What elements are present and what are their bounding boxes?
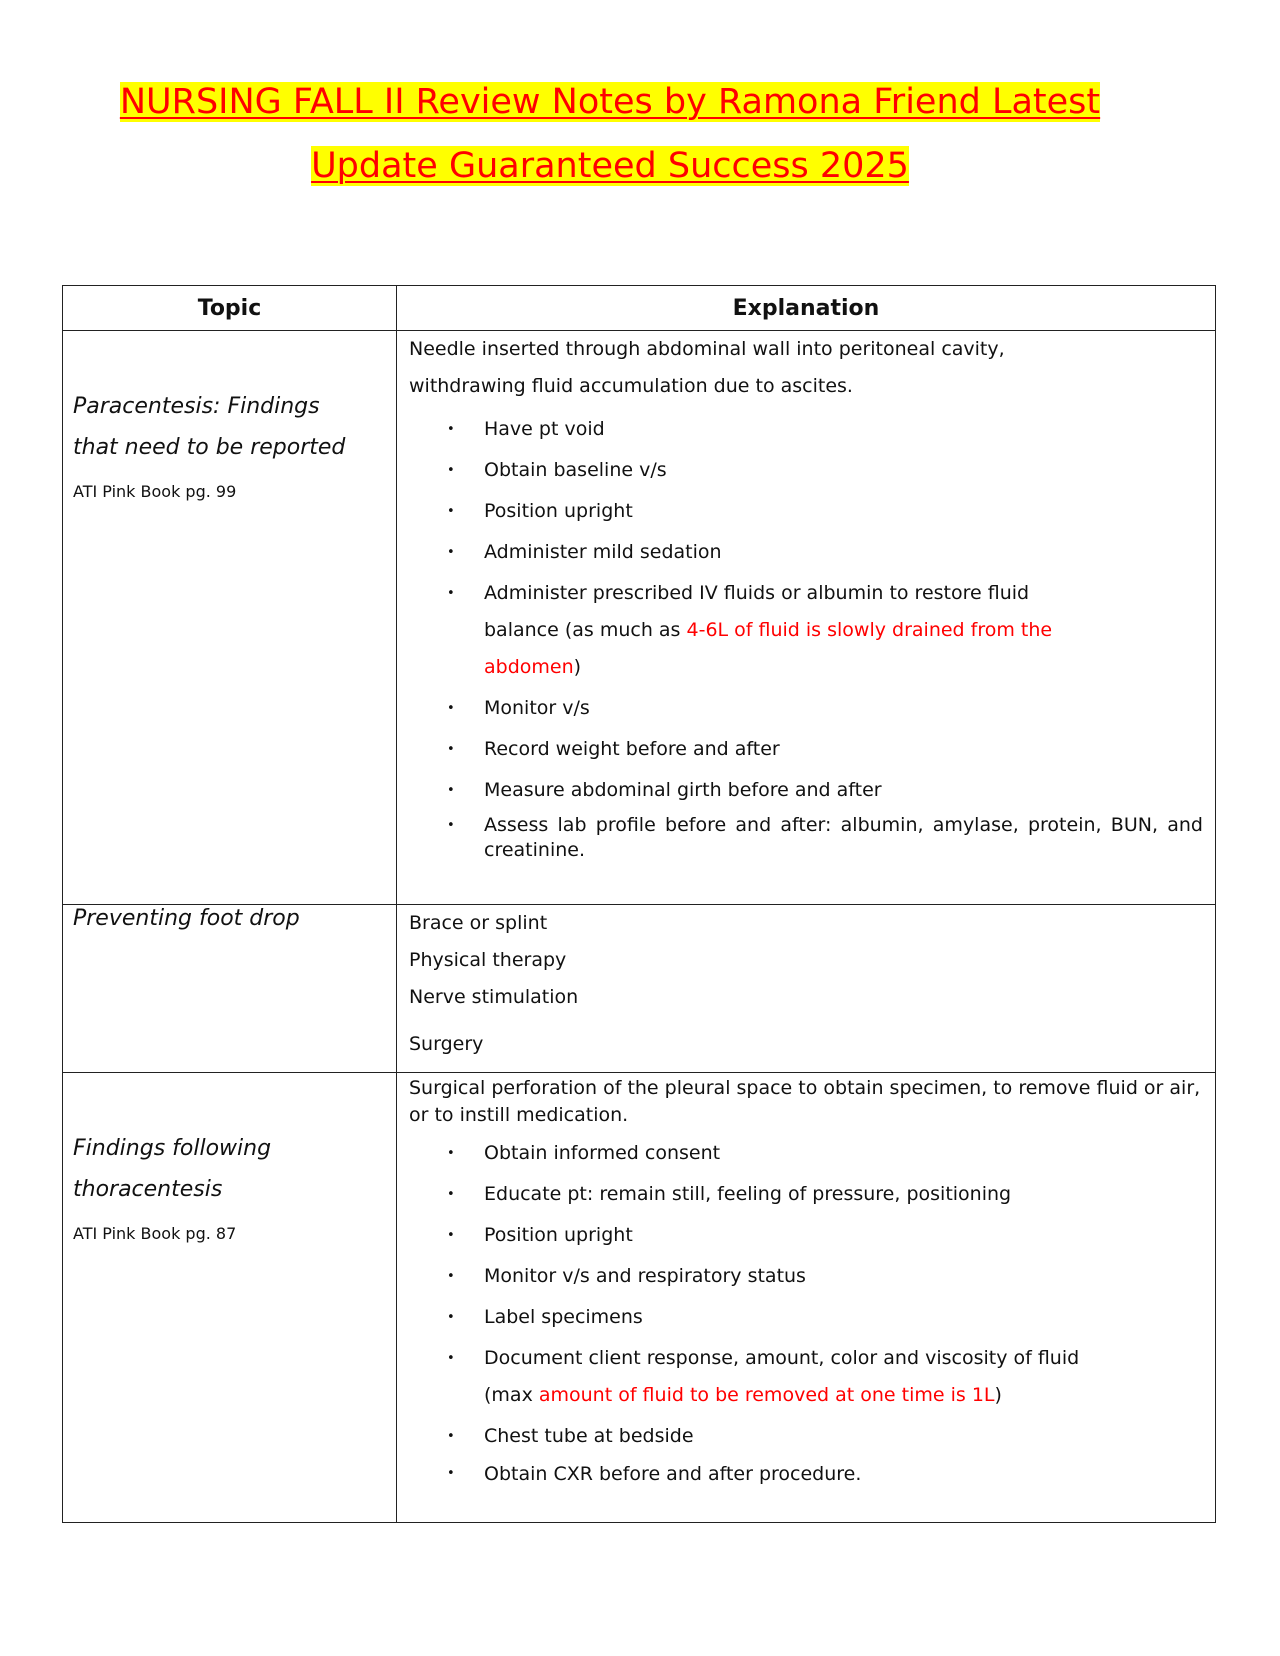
- topic-title: Preventing foot drop: [73, 906, 300, 931]
- list-item: • Chest tube at bedside: [409, 1418, 1203, 1455]
- list-item: • Assess lab profile before and after: albumin, amylase, protein, BUN, and creatinine.: [409, 813, 1203, 863]
- explanation-line: Surgery: [409, 1033, 484, 1055]
- bullet-list: [409, 411, 1203, 863]
- title-line-1: NURSING FALL II Review Notes by Ramona Friend Latest: [119, 82, 1101, 122]
- list-item: • Record weight before and after: [409, 731, 1203, 768]
- explanation-cell: [397, 905, 1216, 1073]
- table-row-paracentesis: [63, 331, 1216, 905]
- explanation-line: Nerve stimulation: [409, 986, 579, 1008]
- document-title: [60, 70, 1160, 198]
- topic-reference: ATI Pink Book pg. 87: [73, 1224, 237, 1243]
- highlighted-text: 4-6L of fluid is slowly drained from the: [686, 619, 1053, 641]
- review-notes-table: [62, 285, 1216, 1523]
- explanation-line: Brace or splint: [409, 912, 548, 934]
- list-item: • Obtain informed consent: [409, 1135, 1203, 1172]
- list-item: • Obtain baseline v/s: [409, 452, 1203, 489]
- explanation-intro: Surgical perforation of the pleural space to obtain specimen, to remove fluid or air, or to instill medication.: [409, 1077, 1201, 1126]
- header-explanation: Explanation: [397, 286, 1216, 331]
- list-item: • Document client response, amount, color and viscosity of fluid (max amount of fluid to be removed at one time is 1L): [409, 1340, 1203, 1414]
- list-item: • Position upright: [409, 1217, 1203, 1254]
- list-item: • Position upright: [409, 493, 1203, 530]
- topic-cell: [63, 331, 397, 905]
- list-item: • Measure abdominal girth before and after: [409, 772, 1203, 809]
- table-row-foot-drop: [63, 905, 1216, 1073]
- list-item: • Administer prescribed IV fluids or albumin to restore fluid balance (as much as 4-6L of fluid is slowly drained from the abdomen): [409, 575, 1203, 686]
- table-header-row: [63, 286, 1216, 331]
- bullet-list: [409, 1135, 1203, 1489]
- list-item: • Have pt void: [409, 411, 1203, 448]
- explanation-cell: [397, 1073, 1216, 1523]
- explanation-cell: [397, 331, 1216, 905]
- list-item: • Educate pt: remain still, feeling of pressure, positioning: [409, 1176, 1203, 1213]
- highlighted-text: abdomen: [484, 656, 574, 678]
- list-item: • Obtain CXR before and after procedure.: [409, 1459, 1203, 1489]
- topic-title: Findings following thoracentesis: [73, 1136, 272, 1202]
- list-item: • Administer mild sedation: [409, 534, 1203, 571]
- list-item: • Monitor v/s: [409, 690, 1203, 727]
- explanation-intro: Needle inserted through abdominal wall into peritoneal cavity, withdrawing fluid accumulation due to ascites.: [409, 338, 1005, 397]
- topic-cell: [63, 1073, 397, 1523]
- highlighted-text: amount of fluid to be removed at one time is 1L: [538, 1384, 995, 1406]
- list-item: • Label specimens: [409, 1299, 1203, 1336]
- title-line-2: Update Guaranteed Success 2025: [311, 146, 909, 186]
- topic-reference: ATI Pink Book pg. 99: [73, 482, 237, 501]
- topic-cell: [63, 905, 397, 1073]
- table-row-thoracentesis: [63, 1073, 1216, 1523]
- header-topic: Topic: [63, 286, 397, 331]
- topic-title: Paracentesis: Findings that need to be reported: [73, 394, 346, 460]
- list-item: • Monitor v/s and respiratory status: [409, 1258, 1203, 1295]
- explanation-line: Physical therapy: [409, 949, 567, 971]
